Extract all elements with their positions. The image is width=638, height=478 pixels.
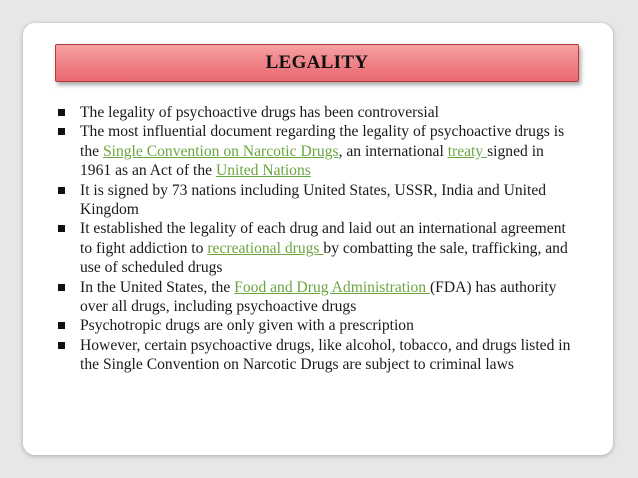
bullet-text: (FDA) has authority over all drugs, including psychoactive drugs bbox=[80, 278, 557, 316]
square-bullet-icon bbox=[58, 128, 65, 135]
slide-title: LEGALITY bbox=[265, 52, 369, 73]
single-convention-link[interactable]: Single Convention on Narcotic Drugs bbox=[102, 142, 339, 160]
bullet-text: , an international bbox=[338, 142, 448, 160]
square-bullet-icon bbox=[58, 284, 65, 291]
bullet-item bbox=[58, 316, 578, 335]
square-bullet-icon bbox=[58, 342, 65, 349]
square-bullet-icon bbox=[58, 187, 65, 194]
bullet-text: The legality of psychoactive drugs has been controversial bbox=[80, 104, 439, 121]
bullet-item bbox=[58, 278, 578, 317]
bullet-item bbox=[58, 103, 578, 122]
title-banner bbox=[55, 44, 579, 82]
bullet-text: However, certain psychoactive drugs, like alcohol, tobacco, and drugs listed in the Single Convention on Narcotic Drugs are subject to criminal laws bbox=[80, 336, 571, 374]
bullet-list bbox=[58, 103, 578, 375]
bullet-text: It is signed by 73 nations including United States, USSR, India and United Kingdom bbox=[80, 181, 547, 219]
square-bullet-icon bbox=[58, 322, 65, 329]
square-bullet-icon bbox=[58, 109, 65, 116]
united-nations-link[interactable]: United Nations bbox=[215, 162, 311, 180]
bullet-text: It established the legality of each drug and laid out an international agreement to fight addiction to bbox=[80, 220, 566, 257]
bullet-text: In the United States, the bbox=[80, 278, 235, 296]
square-bullet-icon bbox=[58, 225, 65, 232]
bullet-text: Psychotropic drugs are only given with a prescription bbox=[80, 317, 414, 335]
recreational-drugs-link[interactable]: recreational drugs bbox=[207, 239, 324, 257]
bullet-item bbox=[58, 122, 578, 180]
bullet-item bbox=[58, 219, 578, 277]
bullet-text: The most influential document regarding the legality of psychoactive drugs is the bbox=[80, 123, 565, 160]
bullet-item bbox=[58, 336, 578, 375]
bullet-text: signed in 1961 as an Act of the bbox=[80, 142, 544, 180]
fda-link[interactable]: Food and Drug Administration bbox=[234, 278, 430, 296]
bullet-text: by combatting the sale, trafficking, and use of scheduled drugs bbox=[80, 239, 568, 277]
bullet-item bbox=[58, 181, 578, 220]
treaty-link[interactable]: treaty bbox=[447, 142, 488, 160]
